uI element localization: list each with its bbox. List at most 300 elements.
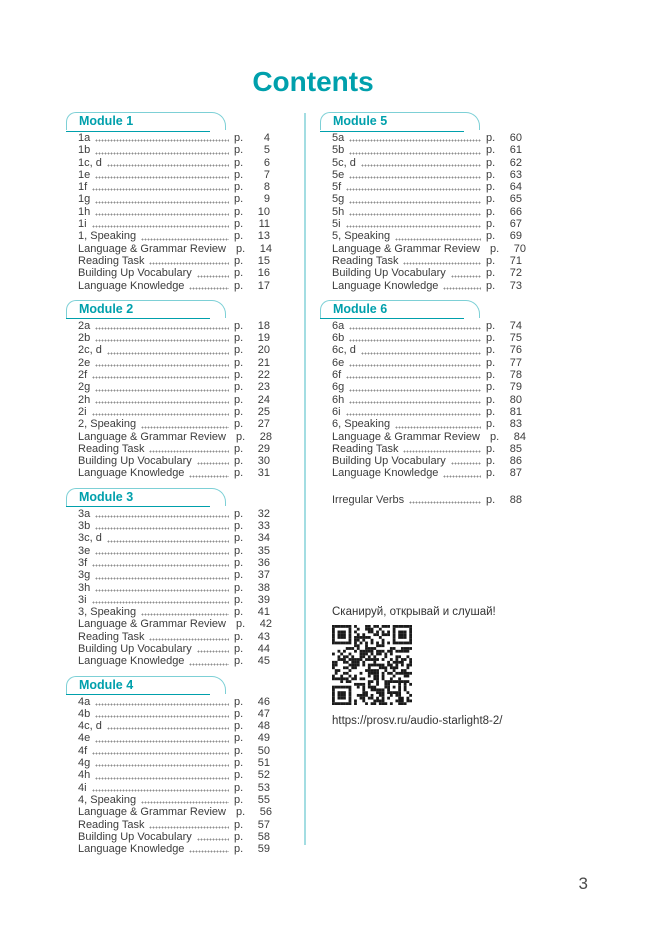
entry-page-number: 67: [509, 218, 522, 231]
page-abbrev: p.: [234, 393, 244, 406]
page-abbrev: p.: [234, 181, 244, 194]
entry-page-number: 4: [263, 132, 270, 144]
module-title: Module 2: [79, 301, 134, 316]
entry-page-number: 71: [509, 254, 522, 267]
toc-entry: [78, 418, 270, 430]
dotted-leader: [346, 225, 481, 228]
page-abbrev: p.: [486, 218, 496, 231]
dotted-leader: [95, 401, 229, 404]
entry-label: Reading Task: [78, 818, 145, 831]
module-entries: [66, 694, 270, 856]
entry-page-number: 77: [509, 356, 522, 369]
entry-page-number: 81: [509, 405, 522, 418]
dotted-leader: [95, 777, 229, 780]
toc-entry: [332, 242, 526, 255]
page-abbrev: p.: [486, 393, 496, 406]
page-abbrev: p.: [234, 205, 244, 218]
entry-page-number: 14: [259, 242, 272, 255]
page-abbrev: p.: [234, 843, 244, 856]
dotted-leader: [346, 188, 481, 191]
entry-page-number: 10: [257, 205, 270, 218]
entry-page-number: 62: [509, 156, 522, 169]
entry-page-number: 39: [257, 593, 270, 606]
dotted-leader: [346, 376, 481, 379]
entry-label: 6b: [332, 332, 345, 345]
audio-url: https://prosv.ru/audio-starlight8-2/: [332, 715, 503, 728]
entry-page-number: 56: [259, 806, 272, 819]
toc-entry: [78, 594, 270, 606]
entry-page-number: 74: [509, 319, 522, 332]
page-abbrev: p.: [234, 279, 244, 292]
dotted-leader: [349, 389, 481, 392]
page-abbrev: p.: [234, 569, 244, 582]
page-abbrev: p.: [234, 168, 244, 181]
toc-entry: [332, 443, 522, 455]
dotted-leader: [349, 201, 481, 204]
dotted-leader: [346, 413, 481, 416]
dotted-leader: [92, 789, 229, 792]
page-abbrev: p.: [234, 230, 244, 243]
entry-label: Language & Grammar Review: [78, 618, 226, 631]
page-abbrev: p.: [234, 532, 244, 545]
dotted-leader: [403, 262, 481, 265]
entry-label: 5c, d: [332, 156, 356, 169]
dotted-leader: [349, 401, 481, 404]
module-entries: [320, 130, 526, 292]
module-title: Module 4: [79, 677, 134, 692]
module-entries: [66, 506, 270, 668]
toc-entry: [332, 406, 522, 418]
page-abbrev: p.: [234, 630, 244, 643]
toc-entry: [332, 206, 522, 218]
entry-label: 2c, d: [78, 344, 102, 357]
entry-label: 1e: [78, 168, 91, 181]
page-abbrev: p.: [234, 381, 244, 394]
entry-page-number: 72: [509, 267, 522, 280]
entry-label: Building Up Vocabulary: [332, 267, 446, 280]
toc-entry: [78, 696, 270, 708]
entry-label: 6c, d: [332, 344, 356, 357]
dotted-leader: [149, 450, 229, 453]
dotted-leader: [95, 764, 229, 767]
page-abbrev: p.: [486, 332, 496, 345]
entry-page-number: 85: [509, 442, 522, 455]
entry-label: Language Knowledge: [332, 467, 439, 480]
page-abbrev: p.: [234, 442, 244, 455]
entry-page-number: 64: [509, 181, 522, 194]
dotted-leader: [92, 413, 229, 416]
toc-entry: [78, 769, 270, 781]
dotted-leader: [141, 613, 229, 616]
dotted-leader: [349, 327, 481, 330]
page-abbrev: p.: [234, 332, 244, 345]
toc-entry: [78, 720, 270, 732]
page-abbrev: p.: [234, 793, 244, 806]
toc-entry: [78, 618, 270, 630]
entry-label: 6a: [332, 319, 345, 332]
entry-label: Language & Grammar Review: [332, 430, 480, 443]
page-abbrev: p.: [234, 405, 244, 418]
module-title: Module 1: [79, 114, 134, 128]
entry-label: 1g: [78, 193, 91, 206]
dotted-leader: [92, 564, 229, 567]
entry-page-number: 88: [509, 493, 522, 506]
page-abbrev: p.: [234, 369, 244, 382]
toc-entry: [78, 732, 270, 744]
toc-entry: [332, 455, 522, 467]
toc-entry: [78, 545, 270, 557]
entry-page-number: 7: [263, 168, 270, 181]
dotted-leader: [349, 364, 481, 367]
page-abbrev: p.: [486, 455, 496, 468]
page-abbrev: p.: [234, 830, 244, 843]
toc-entry: [332, 157, 522, 169]
dotted-leader: [95, 527, 229, 530]
entry-page-number: 36: [257, 556, 270, 569]
entry-page-number: 9: [263, 193, 270, 206]
dotted-leader: [149, 826, 229, 829]
dotted-leader: [95, 515, 229, 518]
toc-entry: [332, 344, 522, 356]
entry-page-number: 76: [509, 344, 522, 357]
toc-entry: [332, 381, 522, 393]
toc-entry: [78, 431, 270, 443]
qr-caption: Сканируй, открывай и слушай!: [332, 606, 496, 619]
entry-page-number: 50: [257, 744, 270, 757]
toc-entry: [332, 169, 522, 181]
entry-page-number: 32: [257, 507, 270, 520]
toc-entry: [78, 332, 270, 344]
page-abbrev: p.: [234, 642, 244, 655]
entry-label: 3h: [78, 581, 91, 594]
page-abbrev: p.: [234, 193, 244, 206]
entry-label: Language Knowledge: [78, 279, 185, 292]
entry-page-number: 35: [257, 544, 270, 557]
toc-entry: [332, 255, 522, 267]
dotted-leader: [349, 152, 481, 155]
entry-page-number: 43: [257, 630, 270, 643]
entry-label: Language & Grammar Review: [332, 242, 480, 255]
entry-page-number: 30: [257, 455, 270, 468]
module-tab: [66, 112, 226, 130]
page-abbrev: p.: [486, 405, 496, 418]
page-abbrev: p.: [486, 356, 496, 369]
toc-entry: [78, 357, 270, 369]
dotted-leader: [189, 475, 229, 478]
entry-page-number: 53: [257, 781, 270, 794]
page-abbrev: p.: [234, 593, 244, 606]
entry-page-number: 25: [257, 405, 270, 418]
entry-page-number: 45: [257, 655, 270, 668]
toc-entry: [332, 132, 522, 144]
page-abbrev: p.: [486, 181, 496, 194]
module-title: Module 6: [333, 301, 388, 316]
entry-label: 4i: [78, 781, 87, 794]
toc-entry: [78, 394, 270, 406]
toc-entry: [78, 381, 270, 393]
toc-entry: [78, 843, 270, 855]
toc-entry: [78, 193, 270, 205]
irregular-verbs-entry: [320, 494, 522, 506]
dotted-leader: [395, 426, 481, 429]
page-abbrev: p.: [234, 556, 244, 569]
entry-label: Reading Task: [78, 630, 145, 643]
toc-entry: [78, 557, 270, 569]
page-abbrev: p.: [235, 242, 246, 255]
dotted-leader: [95, 364, 229, 367]
module-entries: [66, 130, 270, 292]
entry-page-number: 46: [257, 695, 270, 708]
dotted-leader: [451, 462, 481, 465]
entry-label: 3g: [78, 569, 91, 582]
dotted-leader: [95, 715, 229, 718]
dotted-leader: [92, 188, 229, 191]
page-abbrev: p.: [486, 418, 496, 431]
entry-label: 6e: [332, 356, 345, 369]
dotted-leader: [107, 727, 229, 730]
entry-label: Irregular Verbs: [332, 493, 405, 506]
entry-label: 1i: [78, 218, 87, 231]
entry-page-number: 79: [509, 381, 522, 394]
entry-page-number: 48: [257, 720, 270, 733]
toc-entry: [332, 357, 522, 369]
page-abbrev: p.: [234, 606, 244, 619]
entry-label: 2i: [78, 405, 87, 418]
page-abbrev: p.: [486, 493, 496, 506]
toc-entry: [332, 267, 522, 279]
toc-entry: [78, 181, 270, 193]
module-title: Module 5: [333, 114, 388, 128]
entry-label: 3a: [78, 507, 91, 520]
dotted-leader: [95, 176, 229, 179]
entry-label: 5a: [332, 132, 345, 144]
entry-label: 5f: [332, 181, 342, 194]
module-tab: [320, 112, 480, 130]
page-abbrev: p.: [234, 732, 244, 745]
entry-label: 3c, d: [78, 532, 102, 545]
page-abbrev: p.: [234, 520, 244, 533]
dotted-leader: [95, 589, 229, 592]
toc-entry: [332, 144, 522, 156]
dotted-leader: [149, 262, 229, 265]
entry-page-number: 11: [258, 218, 270, 231]
entry-page-number: 49: [257, 732, 270, 745]
entry-page-number: 37: [257, 569, 270, 582]
entry-page-number: 34: [257, 532, 270, 545]
entry-label: Reading Task: [78, 442, 145, 455]
page-abbrev: p.: [234, 319, 244, 332]
entry-page-number: 6: [263, 156, 270, 169]
page-abbrev: p.: [234, 156, 244, 169]
toc-entry: [78, 455, 270, 467]
page-abbrev: p.: [486, 279, 496, 292]
entry-page-number: 84: [513, 430, 526, 443]
page-abbrev: p.: [486, 267, 496, 280]
audio-qr-section: [320, 606, 522, 727]
entry-label: 4b: [78, 707, 91, 720]
dotted-leader: [349, 139, 481, 142]
page-abbrev: p.: [489, 242, 500, 255]
right-modules: [320, 112, 526, 480]
dotted-leader: [141, 238, 229, 241]
dotted-leader: [189, 663, 229, 666]
entry-page-number: 78: [509, 369, 522, 382]
dotted-leader: [107, 164, 229, 167]
toc-entry: [78, 532, 270, 544]
dotted-leader: [451, 275, 481, 278]
module-tab: [66, 300, 226, 318]
entry-label: 2e: [78, 356, 91, 369]
entry-label: Building Up Vocabulary: [332, 455, 446, 468]
dotted-leader: [95, 139, 229, 142]
toc-entry: [78, 206, 270, 218]
toc-entry: [78, 757, 270, 769]
entry-label: 5i: [332, 218, 341, 231]
entry-page-number: 21: [257, 356, 270, 369]
entry-label: 5g: [332, 193, 345, 206]
entry-label: 1, Speaking: [78, 230, 137, 243]
toc-entry: [78, 569, 270, 581]
entry-page-number: 73: [509, 279, 522, 292]
toc-entry: [332, 418, 522, 430]
page-abbrev: p.: [234, 218, 244, 231]
entry-label: 4h: [78, 769, 91, 782]
toc-entry: [78, 443, 270, 455]
page-abbrev: p.: [486, 254, 496, 267]
entry-label: 5e: [332, 168, 345, 181]
dotted-leader: [197, 838, 229, 841]
page-abbrev: p.: [234, 467, 244, 480]
entry-label: Language & Grammar Review: [78, 806, 226, 819]
entry-label: Building Up Vocabulary: [78, 455, 192, 468]
toc-entry: [332, 467, 522, 479]
entry-label: 4f: [78, 744, 88, 757]
entry-page-number: 5: [263, 144, 270, 157]
page-abbrev: p.: [234, 720, 244, 733]
page-abbrev: p.: [486, 369, 496, 382]
dotted-leader: [395, 238, 481, 241]
page-abbrev: p.: [234, 356, 244, 369]
toc-entry: [78, 794, 270, 806]
module-tab: [320, 300, 480, 318]
entry-page-number: 70: [513, 242, 526, 255]
qr-code: [332, 625, 412, 705]
entry-label: 6g: [332, 381, 345, 394]
dotted-leader: [92, 225, 229, 228]
entry-label: 1h: [78, 205, 91, 218]
toc-entry: [78, 144, 270, 156]
entry-label: Building Up Vocabulary: [78, 830, 192, 843]
entry-label: 2f: [78, 369, 88, 382]
entry-label: 5b: [332, 144, 345, 157]
column-divider: [304, 113, 306, 845]
page-title: Contents: [252, 66, 374, 97]
entry-label: 5h: [332, 205, 345, 218]
entry-label: 6i: [332, 405, 341, 418]
entry-label: 3e: [78, 544, 91, 557]
entry-page-number: 87: [509, 467, 522, 480]
dotted-leader: [107, 352, 229, 355]
dotted-leader: [107, 540, 229, 543]
entry-label: 1a: [78, 132, 91, 144]
entry-page-number: 20: [257, 344, 270, 357]
toc-entry: [78, 230, 270, 242]
entry-label: Language & Grammar Review: [78, 242, 226, 255]
page-abbrev: p.: [234, 144, 244, 157]
dotted-leader: [141, 426, 229, 429]
module-block: [66, 112, 270, 292]
toc-entry: [78, 831, 270, 843]
dotted-leader: [95, 327, 229, 330]
module-block: [66, 300, 270, 480]
page-abbrev: p.: [234, 455, 244, 468]
toc-entry: [78, 508, 270, 520]
page-abbrev: p.: [234, 818, 244, 831]
entry-page-number: 51: [257, 757, 270, 770]
dotted-leader: [92, 752, 229, 755]
toc-entry: [78, 655, 270, 667]
dotted-leader: [189, 287, 229, 290]
right-column: [320, 112, 526, 728]
entry-label: 1f: [78, 181, 88, 194]
toc-entry: [78, 606, 270, 618]
entry-page-number: 66: [509, 205, 522, 218]
toc-entry: [332, 369, 522, 381]
entry-label: 1c, d: [78, 156, 102, 169]
page-abbrev: p.: [486, 319, 496, 332]
dotted-leader: [361, 352, 481, 355]
page-abbrev: p.: [234, 695, 244, 708]
entry-label: 2g: [78, 381, 91, 394]
toc-entry: [78, 467, 270, 479]
module-entries: [66, 318, 270, 480]
entry-label: 1b: [78, 144, 91, 157]
page-abbrev: p.: [234, 707, 244, 720]
entry-label: Building Up Vocabulary: [78, 267, 192, 280]
entry-label: Language Knowledge: [78, 655, 185, 668]
entry-label: Reading Task: [332, 442, 399, 455]
toc-entry: [78, 280, 270, 292]
entry-label: 6, Speaking: [332, 418, 391, 431]
page-abbrev: p.: [234, 781, 244, 794]
page-abbrev: p.: [235, 430, 246, 443]
entry-page-number: 23: [257, 381, 270, 394]
dotted-leader: [409, 501, 481, 504]
entry-page-number: 47: [257, 707, 270, 720]
page-abbrev: p.: [486, 144, 496, 157]
entry-page-number: 42: [259, 618, 272, 631]
entry-page-number: 33: [257, 520, 270, 533]
dotted-leader: [197, 462, 229, 465]
entry-label: 3, Speaking: [78, 606, 137, 619]
toc-entry: [78, 582, 270, 594]
entry-label: Language Knowledge: [78, 843, 185, 856]
dotted-leader: [197, 650, 229, 653]
toc-entry: [332, 230, 522, 242]
entry-page-number: 69: [509, 230, 522, 243]
dotted-leader: [361, 164, 481, 167]
toc-entry: [78, 631, 270, 643]
toc-entry: [78, 218, 270, 230]
entry-page-number: 28: [259, 430, 272, 443]
page-abbrev: p.: [486, 168, 496, 181]
toc-entry: [78, 806, 270, 818]
entry-label: 6f: [332, 369, 342, 382]
entry-page-number: 59: [257, 843, 270, 856]
entry-label: 4, Speaking: [78, 793, 137, 806]
dotted-leader: [141, 801, 229, 804]
toc-entry: [78, 369, 270, 381]
